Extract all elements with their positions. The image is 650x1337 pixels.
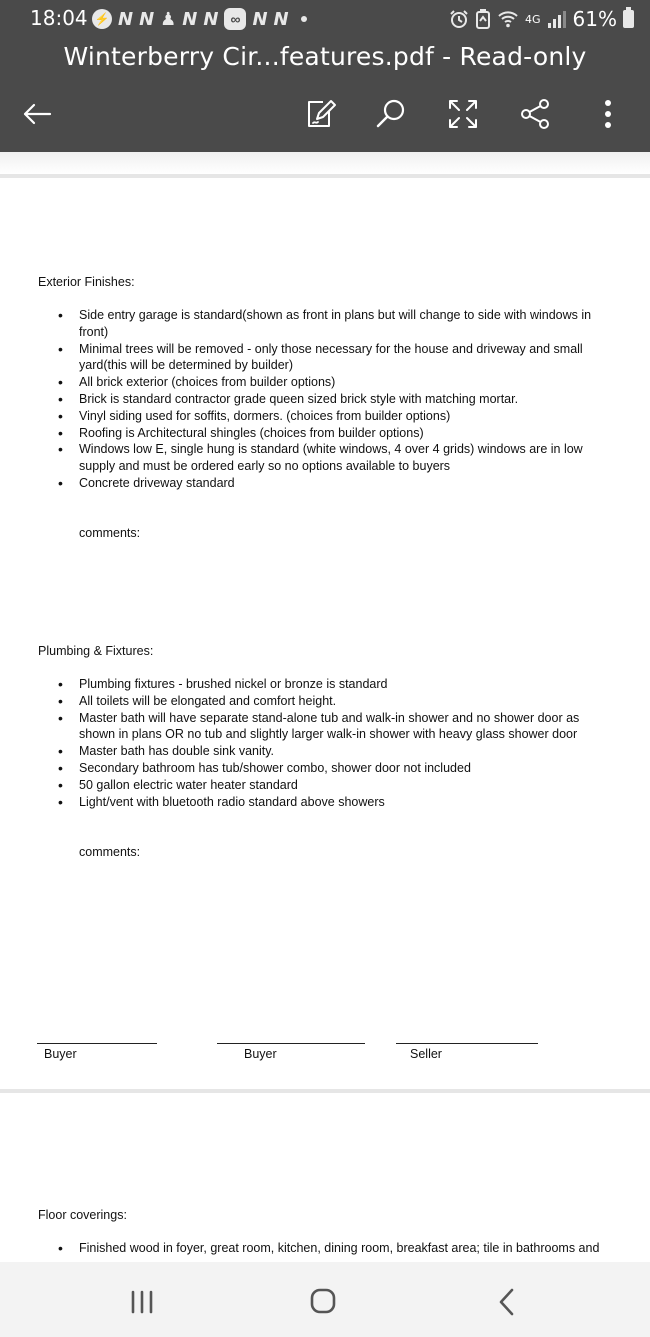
search-button[interactable] (371, 94, 411, 134)
network-type: 4G (525, 12, 541, 26)
list-item: • Brick is standard contractor grade queen sized brick style with matching mortar. (0, 391, 650, 408)
list-item: • Minimal trees will be removed - only those necessary for the house and driveway and small yard(this will be determined by builder) (0, 341, 650, 375)
list-item: • Concrete driveway standard (0, 475, 650, 492)
signature-label-seller: Seller (410, 1047, 442, 1061)
list-item: • All toilets will be elongated and comfort height. (0, 693, 650, 710)
page-divider (0, 1089, 650, 1093)
exterior-list (0, 307, 650, 492)
plumbing-comments-label: comments: (79, 845, 141, 859)
home-button[interactable] (301, 1282, 345, 1322)
list-item: • Plumbing fixtures - brushed nickel or bronze is standard (0, 676, 650, 693)
alarm-icon (449, 9, 469, 29)
list-item: • Side entry garage is standard(shown as front in plans but will change to side with windows in front) (0, 307, 650, 341)
signature-line (396, 1043, 538, 1044)
floor-list (0, 1240, 650, 1257)
navigation-bar (0, 1262, 650, 1337)
notification-n-icon: N (252, 8, 268, 30)
list-item: • Secondary bathroom has tub/shower combo, shower door not included (0, 760, 650, 777)
list-item: • Light/vent with bluetooth radio standard above showers (0, 794, 650, 811)
list-item: • Vinyl siding used for soffits, dormers. (choices from builder options) (0, 408, 650, 425)
notification-n-icon: N (139, 8, 155, 30)
edit-button[interactable] (300, 94, 340, 134)
back-icon (486, 1284, 526, 1320)
list-item: • All brick exterior (choices from builder options) (0, 374, 650, 391)
toolbar-shadow (0, 152, 650, 174)
document-title: Winterberry Cir...features.pdf - Read-only (63, 42, 587, 71)
signature-line (217, 1043, 365, 1044)
recent-apps-icon (122, 1284, 162, 1320)
status-bar (0, 0, 650, 38)
list-item: • Master bath has double sink vanity. (0, 743, 650, 760)
signal-icon (547, 9, 567, 29)
battery-percent: 61% (572, 7, 617, 31)
nav-back-button[interactable] (484, 1282, 528, 1322)
plumbing-list (0, 676, 650, 810)
status-time: 18:04 (30, 6, 88, 30)
battery-icon (623, 10, 634, 28)
list-item: • Windows low E, single hung is standard (white windows, 4 over 4 grids) windows are in low supply and must be ordered early so no options available to buyers (0, 441, 650, 475)
list-item: • Finished wood in foyer, great room, kitchen, dining room, breakfast area; tile in bathrooms and (0, 1240, 650, 1257)
battery-saver-icon (475, 9, 491, 29)
plumbing-heading: Plumbing & Fixtures: (38, 644, 154, 658)
floor-heading: Floor coverings: (38, 1208, 127, 1222)
system-icons (449, 7, 634, 31)
signature-label-buyer: Buyer (44, 1047, 77, 1061)
fullscreen-button[interactable] (443, 94, 483, 134)
notification-n-icon: N (118, 8, 134, 30)
more-notifications-dot (301, 16, 307, 22)
fullscreen-icon (446, 97, 480, 131)
notification-n-icon: N (182, 8, 198, 30)
more-options-button[interactable] (588, 94, 628, 134)
app-toolbar (0, 38, 650, 152)
more-vert-icon (591, 97, 625, 131)
list-item: • 50 gallon electric water heater standard (0, 777, 650, 794)
notification-n-icon: N (273, 8, 289, 30)
signature-line (37, 1043, 157, 1044)
recent-apps-button[interactable] (120, 1282, 164, 1322)
wifi-icon (497, 9, 519, 29)
back-arrow-icon (20, 97, 54, 131)
notification-icons (92, 8, 307, 30)
exterior-comments-label: comments: (79, 526, 141, 540)
share-icon (518, 97, 552, 131)
page-top-divider (0, 174, 650, 178)
messenger-icon: ⚡ (92, 9, 112, 29)
notification-n-icon: N (203, 8, 219, 30)
back-button[interactable] (17, 94, 57, 134)
share-button[interactable] (515, 94, 555, 134)
list-item: • Roofing is Architectural shingles (choices from builder options) (0, 425, 650, 442)
signature-label-buyer: Buyer (244, 1047, 277, 1061)
app-notification-icon: ∞ (224, 8, 246, 30)
search-icon (374, 97, 408, 131)
home-icon (303, 1284, 343, 1320)
list-item: • Master bath will have separate stand-alone tub and walk-in shower and no shower door as shown in plans OR no tub and slightly larger walk-in shower with heavy glass shower door (0, 710, 650, 744)
exterior-heading: Exterior Finishes: (38, 275, 135, 289)
edit-icon (303, 97, 337, 131)
person-add-icon: ♟ (160, 8, 177, 30)
